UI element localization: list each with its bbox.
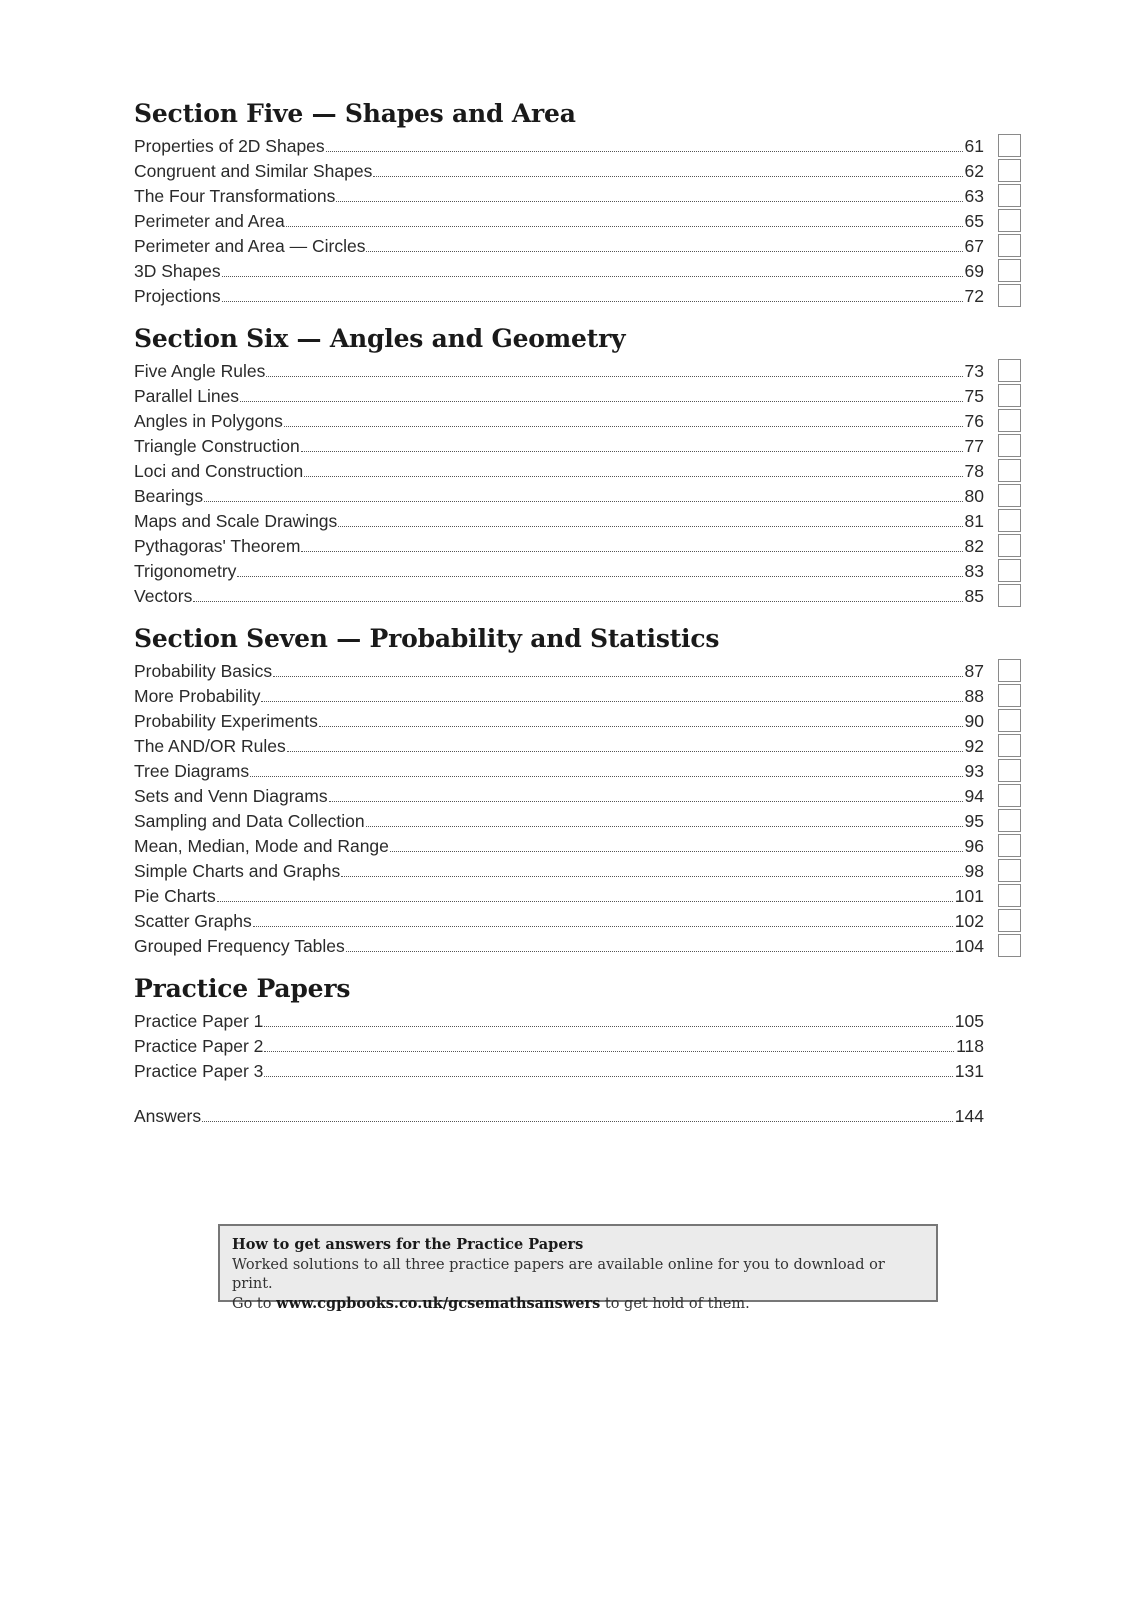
dot-leader: [237, 575, 962, 577]
toc-entry-page: 85: [964, 586, 984, 606]
toc-entry-label: More Probability: [134, 686, 261, 706]
toc-entry-page: 73: [964, 361, 984, 381]
section-seven: [134, 623, 1024, 959]
dot-leader: [336, 200, 962, 202]
toc-entry-page: 77: [964, 436, 984, 456]
toc-entry: [134, 534, 1024, 559]
dot-leader: [338, 525, 962, 527]
section-six: [134, 323, 1024, 609]
section-five: [134, 98, 1024, 309]
dot-leader: [264, 1050, 954, 1052]
dot-leader: [304, 475, 962, 477]
dot-leader: [253, 925, 953, 927]
toc-entry: [134, 134, 1024, 159]
dot-leader: [264, 1025, 952, 1027]
toc-entry-page: 80: [964, 486, 984, 506]
toc-entry-label: Pie Charts: [134, 886, 216, 906]
toc-entry-page: 88: [964, 686, 984, 706]
progress-checkbox[interactable]: [998, 284, 1021, 307]
toc-entry: [134, 734, 1024, 759]
dot-leader: [261, 700, 962, 702]
dot-leader: [390, 850, 963, 852]
toc-entry-label: Bearings: [134, 486, 204, 506]
toc-entry: [134, 209, 1024, 234]
toc-entry-label: Trigonometry: [134, 561, 237, 581]
dot-leader: [240, 400, 962, 402]
toc-entry: [134, 359, 1024, 384]
dot-leader: [287, 750, 963, 752]
toc-entry: [134, 784, 1024, 809]
section-title: Practice Papers: [134, 974, 351, 1003]
toc-entry: [134, 584, 1024, 609]
dot-leader: [373, 175, 962, 177]
toc-entry-label: 3D Shapes: [134, 261, 221, 281]
info-box-suffix: to get hold of them.: [600, 1296, 750, 1312]
progress-checkbox[interactable]: [998, 734, 1021, 757]
dot-leader: [222, 275, 963, 277]
dot-leader: [284, 425, 963, 427]
info-box-line-1: Worked solutions to all three practice papers are available online for you to download or print.: [232, 1257, 885, 1292]
toc-entry-label: Answers: [134, 1106, 202, 1126]
dot-leader: [264, 1075, 952, 1077]
toc-entry-page: 101: [954, 886, 984, 906]
toc-entry: [134, 659, 1024, 684]
toc-entry: [134, 859, 1024, 884]
toc-entry-label: Pythagoras' Theorem: [134, 536, 301, 556]
section-title: Section Six — Angles and Geometry: [134, 324, 626, 353]
dot-leader: [326, 150, 963, 152]
toc-entry: [134, 909, 1024, 934]
toc-entry: [134, 559, 1024, 584]
toc-entry-label: Maps and Scale Drawings: [134, 511, 338, 531]
section-title: Section Five — Shapes and Area: [134, 99, 576, 128]
toc-entry: [134, 884, 1024, 909]
toc-entry: [134, 1059, 1024, 1084]
answers-entry: [134, 1104, 1024, 1129]
toc-entry-page: 118: [956, 1036, 984, 1056]
progress-checkbox[interactable]: [998, 759, 1021, 782]
toc-entry-label: Parallel Lines: [134, 386, 240, 406]
toc-entry-page: 95: [964, 811, 984, 831]
progress-checkbox[interactable]: [998, 534, 1021, 557]
toc-entry-label: Practice Paper 1: [134, 1011, 264, 1031]
progress-checkbox[interactable]: [998, 159, 1021, 182]
dot-leader: [346, 950, 953, 952]
progress-checkbox[interactable]: [998, 834, 1021, 857]
toc-entry-label: The Four Transformations: [134, 186, 336, 206]
toc-entry-page: 96: [964, 836, 984, 856]
toc-entry: [134, 484, 1024, 509]
toc-entry-label: Grouped Frequency Tables: [134, 936, 345, 956]
toc-entry: [134, 159, 1024, 184]
toc-entry-label: The AND/OR Rules: [134, 736, 286, 756]
toc-entry-label: Mean, Median, Mode and Range: [134, 836, 389, 856]
info-box-prefix: Go to: [232, 1296, 277, 1312]
progress-checkbox[interactable]: [998, 184, 1021, 207]
progress-checkbox[interactable]: [998, 784, 1021, 807]
toc-entry: [134, 709, 1024, 734]
toc-entry-label: Angles in Polygons: [134, 411, 283, 431]
progress-checkbox[interactable]: [998, 509, 1021, 532]
toc-entry: [134, 1009, 1024, 1034]
dot-leader: [273, 675, 962, 677]
toc-entry: [134, 509, 1024, 534]
dot-leader: [217, 900, 953, 902]
progress-checkbox[interactable]: [998, 709, 1021, 732]
toc-entry: [134, 434, 1024, 459]
dot-leader: [202, 1120, 953, 1122]
toc-entry: [134, 184, 1024, 209]
dot-leader: [193, 600, 962, 602]
toc-entry-page: 63: [964, 186, 984, 206]
toc-entry-label: Sets and Venn Diagrams: [134, 786, 328, 806]
progress-checkbox[interactable]: [998, 434, 1021, 457]
toc-entry-page: 104: [954, 936, 984, 956]
toc-entry-label: Probability Experiments: [134, 711, 318, 731]
toc-entry-page: 65: [964, 211, 984, 231]
toc-entry-page: 62: [964, 161, 984, 181]
toc-entry-page: 90: [964, 711, 984, 731]
toc-entry-page: 83: [964, 561, 984, 581]
toc-entry: [134, 384, 1024, 409]
toc-entry-label: Practice Paper 2: [134, 1036, 264, 1056]
toc-entry-label: Five Angle Rules: [134, 361, 266, 381]
toc-entry-page: 93: [964, 761, 984, 781]
progress-checkbox[interactable]: [998, 659, 1021, 682]
toc-entry-page: 131: [954, 1061, 984, 1081]
toc-entry-label: Properties of 2D Shapes: [134, 136, 325, 156]
toc-entry-page: 98: [964, 861, 984, 881]
info-box-title: How to get answers for the Practice Papers: [232, 1236, 584, 1253]
toc-entry: [134, 284, 1024, 309]
toc-entry: [134, 759, 1024, 784]
toc-entry-label: Sampling and Data Collection: [134, 811, 365, 831]
toc-entry-label: Perimeter and Area: [134, 211, 285, 231]
toc-entry-label: Projections: [134, 286, 221, 306]
toc-entry-label: Congruent and Similar Shapes: [134, 161, 373, 181]
progress-checkbox[interactable]: [998, 484, 1021, 507]
toc-entry-page: 78: [964, 461, 984, 481]
toc-entry-page: 144: [954, 1106, 984, 1126]
toc-entry: [134, 459, 1024, 484]
toc-entry-page: 67: [964, 236, 984, 256]
toc-entry-label: Perimeter and Area — Circles: [134, 236, 366, 256]
progress-checkbox[interactable]: [998, 584, 1021, 607]
toc-entry: [134, 834, 1024, 859]
toc-entry-page: 82: [964, 536, 984, 556]
dot-leader: [319, 725, 963, 727]
toc-entry-label: Vectors: [134, 586, 193, 606]
progress-checkbox[interactable]: [998, 684, 1021, 707]
dot-leader: [329, 800, 963, 802]
progress-checkbox[interactable]: [998, 359, 1021, 382]
toc-entry: [134, 1034, 1024, 1059]
dot-leader: [301, 450, 963, 452]
answers-info-box: [218, 1224, 938, 1312]
toc-entry-page: 102: [954, 911, 984, 931]
dot-leader: [266, 375, 962, 377]
dot-leader: [366, 825, 963, 827]
toc-entry-label: Loci and Construction: [134, 461, 304, 481]
progress-checkbox[interactable]: [998, 259, 1021, 282]
toc-entry-label: Tree Diagrams: [134, 761, 250, 781]
info-box-line-2: [232, 1294, 924, 1314]
toc-entry-page: 75: [964, 386, 984, 406]
toc-entry-page: 92: [964, 736, 984, 756]
toc-entry-page: 61: [964, 136, 984, 156]
table-of-contents: [134, 98, 1024, 1143]
dot-leader: [341, 875, 962, 877]
dot-leader: [222, 300, 963, 302]
dot-leader: [204, 500, 962, 502]
progress-checkbox[interactable]: [998, 859, 1021, 882]
toc-entry-label: Practice Paper 3: [134, 1061, 264, 1081]
toc-entry-page: 105: [954, 1011, 984, 1031]
dot-leader: [301, 550, 962, 552]
toc-entry-label: Scatter Graphs: [134, 911, 252, 931]
answers-link[interactable]: www.cgpbooks.co.uk/gcsemathsanswers: [276, 1295, 601, 1312]
toc-entry: [134, 234, 1024, 259]
progress-checkbox[interactable]: [998, 459, 1021, 482]
progress-checkbox[interactable]: [998, 409, 1021, 432]
progress-checkbox[interactable]: [998, 559, 1021, 582]
toc-entry: [134, 409, 1024, 434]
progress-checkbox[interactable]: [998, 909, 1021, 932]
practice-papers-section: [134, 973, 1024, 1129]
progress-checkbox[interactable]: [998, 809, 1021, 832]
section-title: Section Seven — Probability and Statistics: [134, 624, 720, 653]
progress-checkbox[interactable]: [998, 234, 1021, 257]
toc-entry-page: 76: [964, 411, 984, 431]
toc-entry: [134, 684, 1024, 709]
progress-checkbox[interactable]: [998, 384, 1021, 407]
toc-entry-page: 81: [964, 511, 984, 531]
toc-entry-label: Probability Basics: [134, 661, 273, 681]
progress-checkbox[interactable]: [998, 884, 1021, 907]
dot-leader: [286, 225, 963, 227]
toc-entry-page: 94: [964, 786, 984, 806]
toc-entry-page: 72: [964, 286, 984, 306]
progress-checkbox[interactable]: [998, 934, 1021, 957]
progress-checkbox[interactable]: [998, 134, 1021, 157]
progress-checkbox[interactable]: [998, 209, 1021, 232]
dot-leader: [366, 250, 962, 252]
toc-entry-page: 69: [964, 261, 984, 281]
toc-entry: [134, 259, 1024, 284]
toc-entry: [134, 934, 1024, 959]
toc-entry-page: 87: [964, 661, 984, 681]
toc-entry-label: Triangle Construction: [134, 436, 300, 456]
toc-entry-label: Simple Charts and Graphs: [134, 861, 341, 881]
dot-leader: [250, 775, 962, 777]
toc-entry: [134, 809, 1024, 834]
